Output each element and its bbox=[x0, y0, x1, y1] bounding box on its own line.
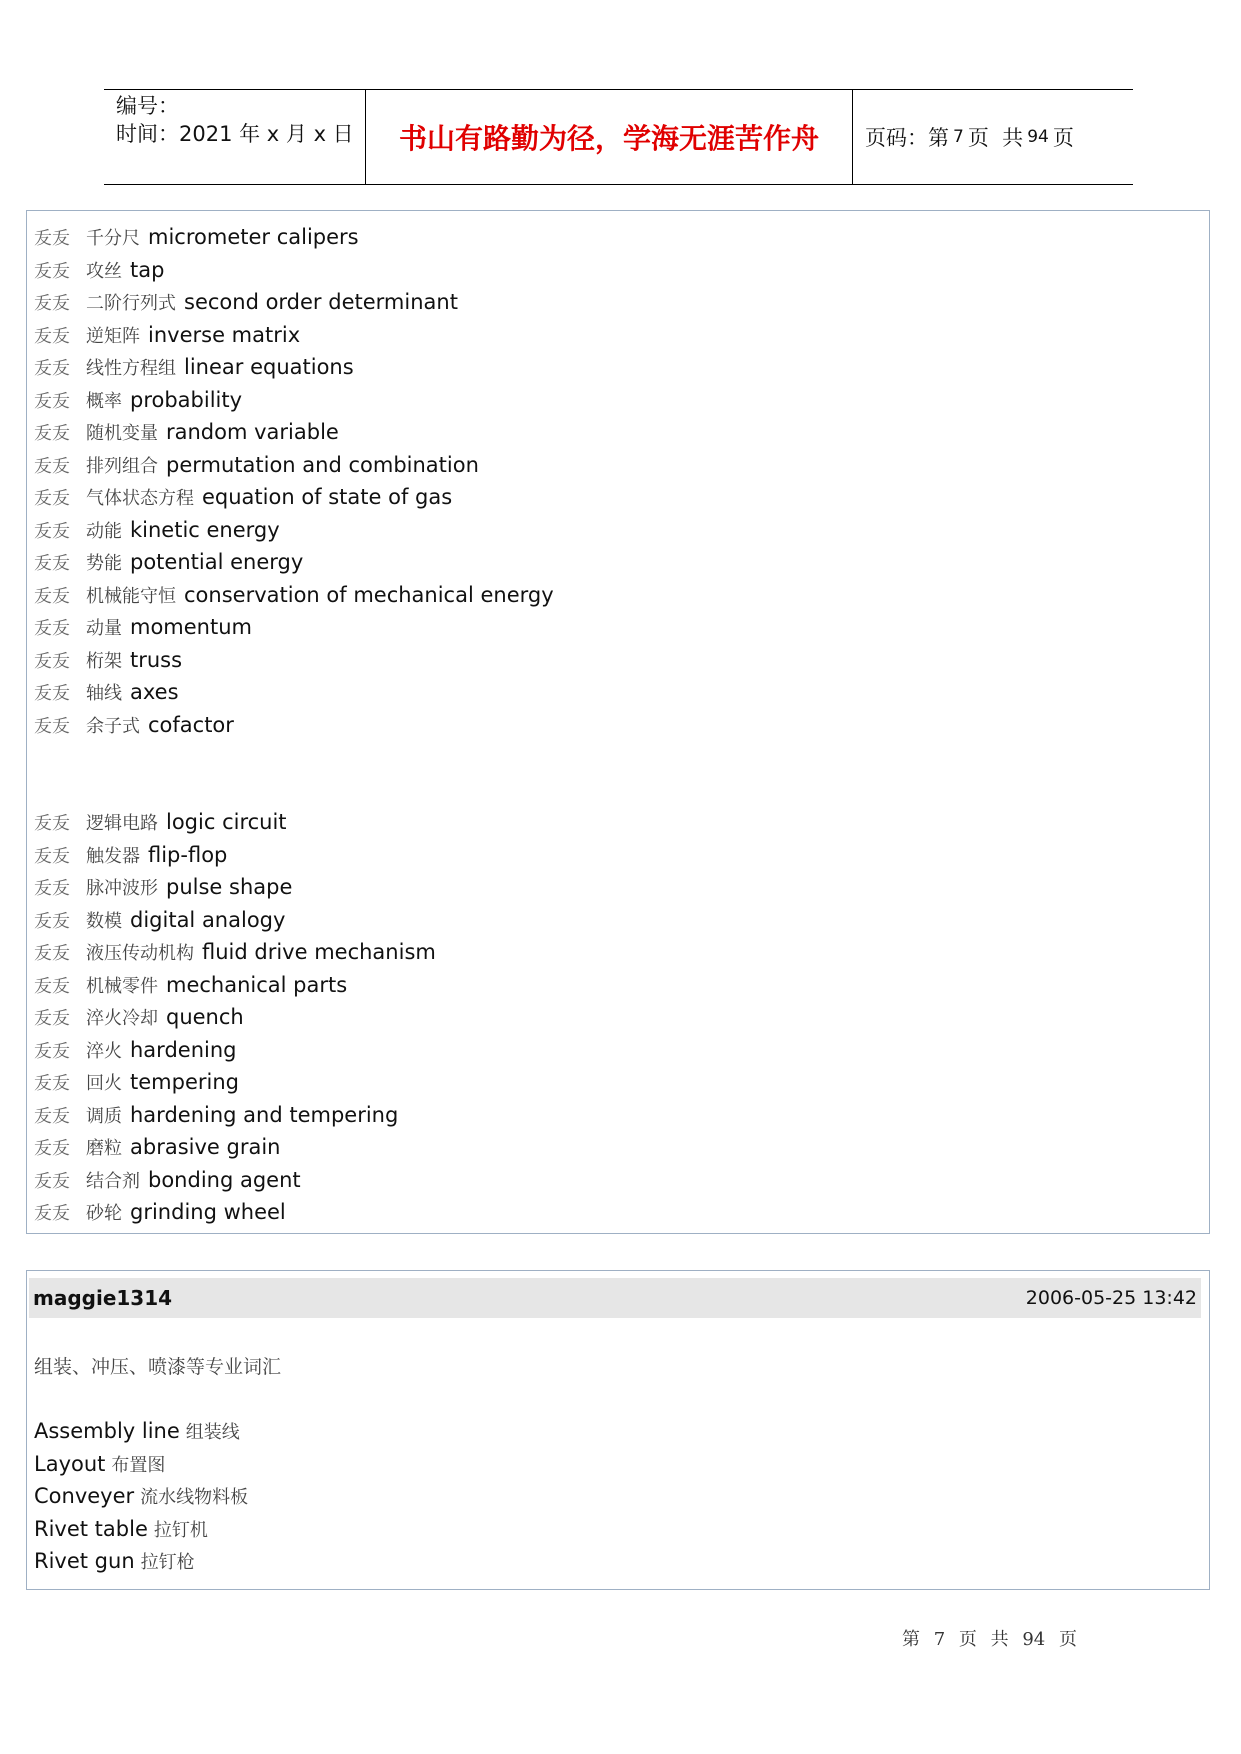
forum-post bbox=[26, 1270, 1210, 1590]
term-chinese: 布置图 bbox=[111, 1454, 166, 1476]
vocab-marker: 叐叐 bbox=[34, 943, 70, 964]
vocab-chinese: 气体状态方程 bbox=[86, 488, 194, 509]
page-number: 7 bbox=[953, 127, 964, 147]
vocab-chinese: 淬火 bbox=[86, 1040, 122, 1062]
vocab-item bbox=[34, 709, 554, 742]
vocab-chinese: 逆矩阵 bbox=[86, 325, 140, 347]
vocab-marker: 叐叐 bbox=[34, 1170, 70, 1192]
vocab-chinese: 余子式 bbox=[86, 715, 140, 737]
vocab-chinese: 线性方程组 bbox=[86, 358, 176, 379]
vocab-english: micrometer calipers bbox=[148, 225, 359, 249]
vocab-chinese: 逻辑电路 bbox=[86, 813, 158, 834]
vocab-item bbox=[34, 1066, 554, 1099]
vocab-chinese: 数模 bbox=[86, 910, 122, 932]
vocab-chinese: 砂轮 bbox=[86, 1203, 122, 1224]
vocab-item bbox=[34, 904, 554, 937]
term-chinese: 组装线 bbox=[185, 1422, 240, 1443]
vocab-english: hardening bbox=[130, 1037, 237, 1062]
term-item bbox=[34, 1448, 281, 1481]
vocab-marker: 叐叐 bbox=[34, 228, 70, 249]
term-item bbox=[34, 1415, 281, 1448]
term-english: Assembly line bbox=[34, 1419, 180, 1443]
term-english: Conveyer bbox=[34, 1484, 135, 1508]
vocab-english: flip-flop bbox=[148, 842, 228, 867]
vocab-chinese: 动能 bbox=[86, 520, 122, 542]
term-english: Rivet gun bbox=[34, 1549, 135, 1573]
vocab-english: probability bbox=[130, 387, 243, 412]
vocab-english: inverse matrix bbox=[148, 322, 301, 347]
term-item bbox=[34, 1480, 281, 1513]
vocab-chinese: 回火 bbox=[86, 1073, 122, 1094]
vocab-english: conservation of mechanical energy bbox=[184, 582, 554, 607]
vocab-item bbox=[34, 1099, 554, 1132]
vocab-english: bonding agent bbox=[148, 1167, 301, 1192]
vocab-chinese: 排列组合 bbox=[86, 455, 158, 477]
vocab-item bbox=[34, 676, 554, 709]
vocab-english: fluid drive mechanism bbox=[202, 940, 436, 964]
term-english: Layout bbox=[34, 1451, 106, 1476]
vocab-english: cofactor bbox=[148, 712, 234, 737]
vocab-item bbox=[34, 871, 554, 904]
vocab-item bbox=[34, 936, 554, 969]
vocab-marker: 叐叐 bbox=[34, 618, 70, 639]
term-item bbox=[34, 1513, 281, 1546]
vocab-english: kinetic energy bbox=[130, 517, 280, 542]
vocab-english: abrasive grain bbox=[130, 1135, 281, 1159]
vocab-item bbox=[34, 514, 554, 547]
vocab-chinese: 脉冲波形 bbox=[86, 878, 158, 899]
page-prefix: 页码：第 bbox=[865, 126, 949, 150]
page-total: 94 bbox=[1027, 127, 1049, 147]
vocab-chinese: 机械零件 bbox=[86, 975, 158, 997]
vocab-marker: 叐叐 bbox=[34, 520, 70, 542]
vocab-english: truss bbox=[130, 647, 183, 672]
vocab-item bbox=[34, 579, 554, 612]
post-title: 组装、冲压、喷漆等专业词汇 bbox=[34, 1356, 282, 1378]
vocab-marker: 叐叐 bbox=[34, 1008, 70, 1029]
vocab-chinese: 液压传动机构 bbox=[86, 943, 194, 964]
vocab-english: linear equations bbox=[184, 355, 354, 379]
vocab-marker: 叐叐 bbox=[34, 1203, 70, 1224]
vocab-english: potential energy bbox=[130, 550, 304, 574]
vocab-marker: 叐叐 bbox=[34, 358, 70, 379]
term-chinese: 拉钉机 bbox=[153, 1519, 208, 1541]
vocab-item bbox=[34, 254, 554, 287]
vocab-item bbox=[34, 286, 554, 319]
vocab-marker: 叐叐 bbox=[34, 260, 70, 282]
vocab-english: tempering bbox=[130, 1070, 239, 1094]
vocab-marker: 叐叐 bbox=[34, 390, 70, 412]
page-footer: 第 7 页 共 94 页 bbox=[902, 1629, 1077, 1650]
vocab-item bbox=[34, 416, 554, 449]
vocab-item bbox=[34, 1131, 554, 1164]
vocab-marker: 叐叐 bbox=[34, 1105, 70, 1127]
vocab-item bbox=[34, 644, 554, 677]
vocab-item bbox=[34, 1001, 554, 1034]
vocab-chinese: 淬火冷却 bbox=[86, 1008, 158, 1029]
vocab-english: mechanical parts bbox=[166, 972, 348, 997]
vocab-item bbox=[34, 221, 554, 254]
vocab-english: quench bbox=[166, 1005, 244, 1029]
vocab-item bbox=[34, 806, 554, 839]
vocab-chinese: 千分尺 bbox=[86, 228, 140, 249]
vocab-marker: 叐叐 bbox=[34, 293, 70, 314]
vocab-chinese: 随机变量 bbox=[86, 423, 158, 444]
vocab-english: axes bbox=[130, 680, 179, 704]
vocab-item bbox=[34, 611, 554, 644]
vocab-marker: 叐叐 bbox=[34, 553, 70, 574]
vocab-chinese: 磨粒 bbox=[86, 1138, 122, 1159]
vocab-marker: 叐叐 bbox=[34, 1073, 70, 1094]
vocab-english: grinding wheel bbox=[130, 1200, 286, 1224]
vocab-english: pulse shape bbox=[166, 875, 293, 899]
vocab-item bbox=[34, 449, 554, 482]
vocab-item bbox=[34, 384, 554, 417]
term-chinese: 拉钉枪 bbox=[140, 1552, 195, 1573]
post-author[interactable]: maggie1314 bbox=[33, 1286, 173, 1310]
post-timestamp: 2006-05-25 13:42 bbox=[1025, 1287, 1197, 1309]
vocab-marker: 叐叐 bbox=[34, 683, 70, 704]
vocab-chinese: 动量 bbox=[86, 618, 122, 639]
vocab-marker: 叐叐 bbox=[34, 325, 70, 347]
vocab-marker: 叐叐 bbox=[34, 1040, 70, 1062]
vocab-list bbox=[34, 221, 554, 1229]
vocab-item bbox=[34, 1034, 554, 1067]
vocab-marker: 叐叐 bbox=[34, 455, 70, 477]
vocab-item bbox=[34, 351, 554, 384]
vocab-marker: 叐叐 bbox=[34, 423, 70, 444]
vocab-item bbox=[34, 969, 554, 1002]
header-page-info bbox=[853, 90, 1133, 184]
vocab-chinese: 调质 bbox=[86, 1105, 122, 1127]
vocab-chinese: 机械能守恒 bbox=[86, 585, 176, 607]
vocab-item bbox=[34, 319, 554, 352]
vocab-english: momentum bbox=[130, 615, 252, 639]
vocab-english: hardening and tempering bbox=[130, 1102, 399, 1127]
header-motto: 书山有路勤为径，学海无涯苦作舟 bbox=[398, 122, 819, 155]
vocab-marker: 叐叐 bbox=[34, 715, 70, 737]
vocab-item bbox=[34, 481, 554, 514]
header-motto-cell bbox=[366, 90, 853, 184]
vocab-spacer bbox=[34, 741, 554, 806]
time-label: 时间：2021 年 x 月 x 日 bbox=[116, 122, 354, 146]
vocab-marker: 叐叐 bbox=[34, 975, 70, 997]
vocab-english: second order determinant bbox=[184, 290, 458, 314]
term-chinese: 流水线物料板 bbox=[140, 1487, 249, 1508]
vocab-marker: 叐叐 bbox=[34, 813, 70, 834]
vocab-chinese: 结合剂 bbox=[86, 1170, 140, 1192]
page-suffix: 页 bbox=[1052, 126, 1074, 150]
vocab-chinese: 势能 bbox=[86, 553, 122, 574]
vocab-english: digital analogy bbox=[130, 907, 286, 932]
vocab-english: logic circuit bbox=[166, 810, 287, 834]
vocab-english: tap bbox=[130, 257, 165, 282]
vocab-english: equation of state of gas bbox=[202, 485, 453, 509]
vocab-item bbox=[34, 1164, 554, 1197]
vocab-marker: 叐叐 bbox=[34, 845, 70, 867]
header-meta bbox=[104, 90, 366, 184]
page-mid: 页 共 bbox=[967, 126, 1024, 150]
vocab-item bbox=[34, 839, 554, 872]
vocab-chinese: 桁架 bbox=[86, 650, 122, 672]
vocab-item bbox=[34, 1196, 554, 1229]
vocab-marker: 叐叐 bbox=[34, 910, 70, 932]
post-body bbox=[34, 1351, 281, 1578]
term-item bbox=[34, 1545, 281, 1578]
vocab-marker: 叐叐 bbox=[34, 488, 70, 509]
vocab-marker: 叐叐 bbox=[34, 1138, 70, 1159]
vocab-panel bbox=[26, 210, 1210, 1234]
term-list bbox=[34, 1415, 281, 1578]
vocab-marker: 叐叐 bbox=[34, 650, 70, 672]
vocab-item bbox=[34, 546, 554, 579]
vocab-chinese: 轴线 bbox=[86, 683, 122, 704]
number-label: 编号： bbox=[116, 94, 179, 118]
vocab-english: permutation and combination bbox=[166, 452, 479, 477]
post-header-bar bbox=[29, 1278, 1201, 1318]
vocab-chinese: 攻丝 bbox=[86, 260, 122, 282]
vocab-chinese: 概率 bbox=[86, 390, 122, 412]
document-header bbox=[104, 89, 1133, 185]
term-english: Rivet table bbox=[34, 1516, 148, 1541]
vocab-marker: 叐叐 bbox=[34, 878, 70, 899]
vocab-chinese: 二阶行列式 bbox=[86, 293, 176, 314]
vocab-chinese: 触发器 bbox=[86, 845, 140, 867]
vocab-english: random variable bbox=[166, 420, 339, 444]
vocab-marker: 叐叐 bbox=[34, 585, 70, 607]
